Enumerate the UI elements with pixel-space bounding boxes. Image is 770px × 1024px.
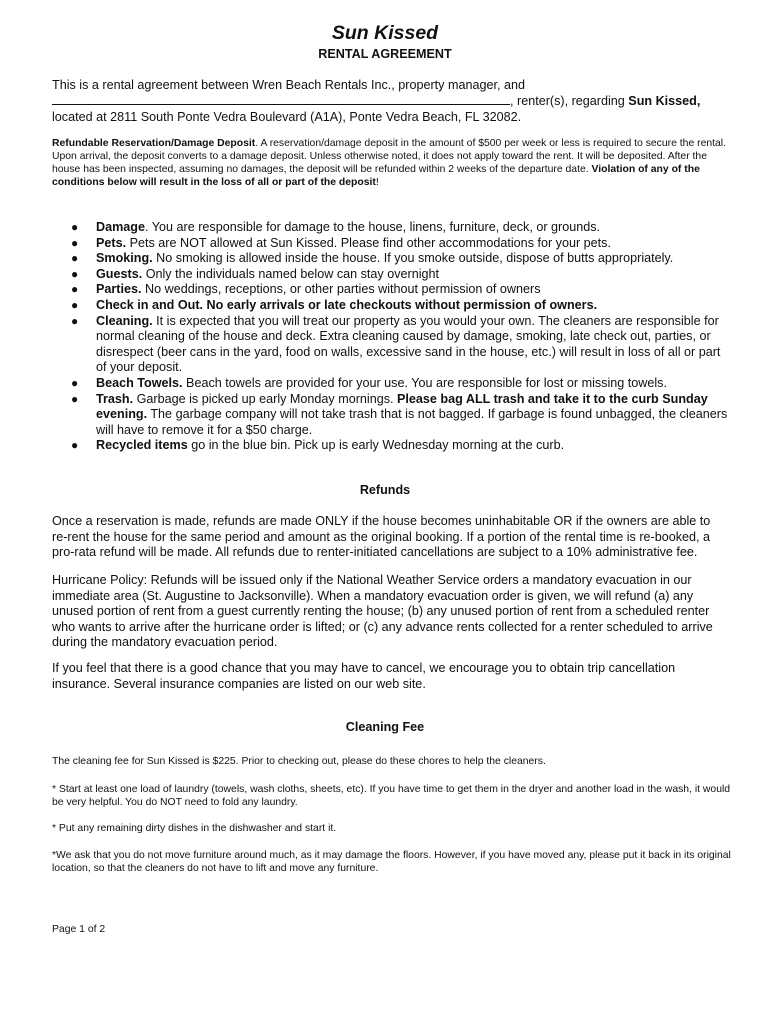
rule-label: Recycled items — [96, 438, 188, 453]
bullet-icon: ● — [71, 313, 79, 328]
bullet-icon: ● — [71, 251, 79, 266]
property-name: Sun Kissed, — [628, 94, 701, 109]
renter-name-blank — [52, 93, 510, 105]
rule-text: No weddings, receptions, or other parties without permission of owners — [141, 282, 541, 297]
refunds-paragraph: Once a reservation is made, refunds are made ONLY if the house becomes uninhabitable OR if the owners are able to re-rent the house for the same period and amount as the original booking. If a portion of the rental time is re-booked, a pro-rata refund will be made. All refunds due to renter-initiated cancellations are subject to a 10% administrative fee. — [52, 514, 711, 560]
list-item — [52, 220, 732, 236]
rule-label: Pets. — [96, 235, 127, 250]
rule-text: go in the blue bin. Pick up is early Wednesday morning at the curb. — [187, 438, 565, 453]
bullet-icon: ● — [71, 220, 79, 234]
deposit-body: . A reservation/damage deposit in the amount of $500 per week or less is required to secure the rental. Upon arrival, the deposit converts to a damage deposit. Unless otherwise noted, it does not apply toward the rent. It will be deposited. After the house has been inspected, assuming no damages, the deposit will be refunded within 2 weeks of the departure date. — [52, 138, 726, 175]
rule-label: Parties. — [96, 282, 142, 297]
list-item — [52, 376, 732, 392]
cancellation-insurance-paragraph: If you feel that there is a good chance that you may have to cancel, we encourage you to obtain trip cancellation insurance. Several insurance companies are listed on our web site. — [52, 661, 676, 691]
bullet-icon: ● — [71, 282, 79, 297]
cleaning-chore-laundry: * Start at least one load of laundry (towels, wash cloths, sheets, etc). If you have time to get them in the dryer and another load in the wash, it would be very helpful. You do NOT need to fold any laundry. — [52, 784, 731, 808]
rule-text: No smoking is allowed inside the house. If you smoke outside, dispose of butts appropriately. — [152, 251, 674, 266]
page-number: Page 1 of 2 — [52, 924, 106, 935]
list-item — [52, 282, 732, 298]
bullet-icon: ● — [71, 438, 79, 453]
rule-text: It is expected that you will treat our property as you would your own. The cleaners are responsible for normal cleaning of the house and deck. Extra cleaning caused by damage, smoking, late check out, parties, or disrespect (beer cans in the yard, food on walls, excessive sand in the house, etc.) will result in loss of all or part of your deposit. — [96, 313, 721, 375]
list-item — [52, 438, 732, 454]
rule-label: Trash. — [96, 391, 134, 406]
rule-text-2: The garbage company will not take trash that is not bagged. If garbage is found unbagged, the cleaners will have to remove it for a $50 charge. — [96, 407, 728, 437]
intro-line-3: located at 2811 South Ponte Vedra Boulevard (A1A), Ponte Vedra Beach, FL 32082. — [52, 109, 522, 124]
bullet-icon: ● — [71, 391, 79, 406]
rule-label: Beach Towels. — [96, 375, 183, 390]
list-item — [52, 236, 732, 252]
rule-text: Pets are NOT allowed at Sun Kissed. Please find other accommodations for your pets. — [126, 235, 611, 250]
deposit-warning: Violation of any of the conditions below will result in the loss of all or part of the deposit — [52, 164, 700, 188]
renter-suffix: , renter(s), regarding — [510, 94, 629, 109]
cleaning-fee-heading: Cleaning Fee — [345, 720, 425, 734]
hurricane-policy-paragraph: Hurricane Policy: Refunds will be issued only if the National Weather Service orders a mandatory evacuation in our immediate area (St. Augustine to Jacksonville). When a mandatory evacuation order is given, we will refund (a) any unused portion of rent from a guest currently renting the house; (b) any unused portion of rent from a scheduled renter who wants to arrive after the hurricane order is lifted; or (c) any advance rents collected for a renter scheduled to arrive during the mandatory evacuation period. — [52, 573, 713, 650]
deposit-end: ! — [375, 177, 379, 188]
rule-label: Cleaning. — [96, 313, 153, 328]
rule-text: Only the individuals named below can stay overnight — [142, 266, 440, 281]
rule-label: Check in and Out. No early arrivals or late checkouts without permission of owners. — [96, 297, 598, 312]
list-item — [52, 392, 732, 439]
list-item — [52, 267, 732, 283]
list-item — [52, 251, 732, 267]
rule-text: . You are responsible for damage to the house, linens, furniture, deck, or grounds. — [145, 220, 601, 234]
cleaning-fee-intro: The cleaning fee for Sun Kissed is $225. Prior to checking out, please do these chores to help the cleaners. — [52, 756, 546, 767]
deposit-heading: Refundable Reservation/Damage Deposit — [52, 138, 256, 149]
intro-line-2 — [52, 93, 724, 109]
bullet-icon: ● — [71, 235, 79, 250]
rule-text: Beach towels are provided for your use. You are responsible for lost or missing towels. — [182, 375, 667, 390]
intro-paragraph — [52, 78, 724, 125]
rule-label: Damage — [96, 220, 145, 234]
list-item — [52, 298, 732, 314]
list-item — [52, 314, 732, 376]
rule-label: Guests. — [96, 266, 143, 281]
bullet-icon: ● — [71, 297, 79, 312]
refunds-heading: Refunds — [359, 483, 411, 497]
rule-label: Smoking. — [96, 251, 153, 266]
bullet-icon: ● — [71, 266, 79, 281]
cleaning-chore-dishes: * Put any remaining dirty dishes in the dishwasher and start it. — [52, 823, 337, 834]
intro-line-1: This is a rental agreement between Wren Beach Rentals Inc., property manager, and — [52, 78, 525, 92]
cleaning-chore-furniture: *We ask that you do not move furniture around much, as it may damage the floors. However, if you have moved any, please put it back in its original location, so that the cleaners do not have to lift and move any furniture. — [52, 850, 731, 874]
document-subtitle: RENTAL AGREEMENT — [318, 47, 452, 61]
deposit-paragraph — [52, 137, 732, 189]
rules-list — [52, 220, 732, 454]
document-title: Sun Kissed — [331, 22, 439, 44]
rule-text: Garbage is picked up early Monday mornings. — [133, 391, 398, 406]
bullet-icon: ● — [71, 375, 79, 390]
rule-label-2: Please bag ALL trash and take it to the curb Sunday evening. — [96, 391, 708, 422]
